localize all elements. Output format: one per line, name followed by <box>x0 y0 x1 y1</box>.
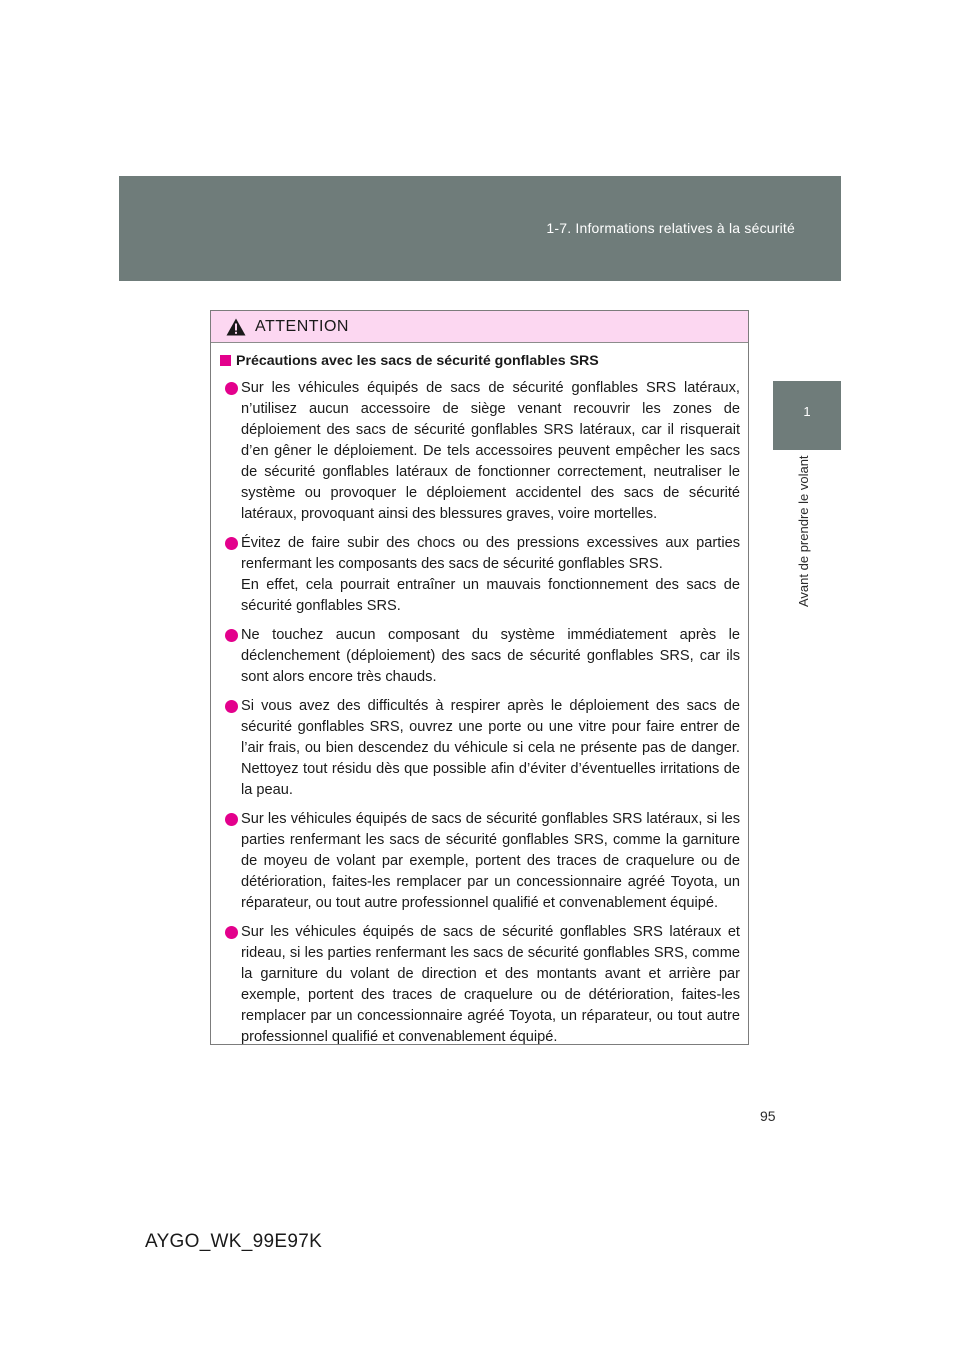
bullet-list <box>219 378 740 1048</box>
section-heading <box>220 351 740 372</box>
bullet-dot-icon <box>225 537 238 550</box>
chapter-number: 1 <box>803 404 811 419</box>
bullet-text: Sur les véhicules équipés de sacs de sécurité gonflables SRS latéraux, si les parties renfermant les sacs de sécurité gonflables SRS, comme la garniture de moyeu de volant par exemple, portent des traces de craquelure ou de détérioration, faites-les remplacer par un concessionnaire agréé Toyota, un réparateur, ou tout autre professionnel qualifié et convenablement équipé. <box>241 811 740 911</box>
bullet-text: En effet, cela pourrait entraîner un mauvais fonctionnement des sacs de sécurité gonflables SRS. <box>241 577 740 614</box>
bullet-item <box>219 809 740 914</box>
square-bullet-icon <box>220 355 231 366</box>
bullet-item <box>219 922 740 1048</box>
chapter-tab <box>773 381 841 450</box>
warning-body <box>211 343 748 1048</box>
bullet-item <box>219 533 740 617</box>
warning-title: ATTENTION <box>255 318 349 335</box>
warning-header <box>211 311 748 343</box>
header-band <box>119 176 841 281</box>
bullet-text: Sur les véhicules équipés de sacs de sécurité gonflables SRS latéraux et rideau, si les parties renfermant les sacs de sécurité gonflables SRS, comme la garniture du volant de direction et des montants avant et arrière par exemple, portent des traces de craquelure ou de détérioration, faites-les remplacer par un concessionnaire agréé Toyota, un réparateur, ou tout autre professionnel qualifié et convenablement équipé. <box>241 924 740 1045</box>
bullet-text: Évitez de faire subir des chocs ou des pressions excessives aux parties renfermant les composants des sacs de sécurité gonflables SRS. <box>241 535 740 572</box>
bullet-dot-icon <box>225 926 238 939</box>
bullet-text: Sur les véhicules équipés de sacs de sécurité gonflables SRS latéraux, n’utilisez aucun accessoire de siège venant recouvrir les zones de déploiement des sacs de sécurité gonflables SRS latéraux, car il risquerait d’en gêner le déploiement. De tels accessoires peuvent empêcher les sacs de sécurité gonflables latéraux de fonctionner correctement, neutraliser le système ou provoquer le déploiement accidentel des sacs de sécurité latéraux, provoquant ainsi des blessures graves, voire mortelles. <box>241 380 740 522</box>
bullet-text: Ne touchez aucun composant du système immédiatement après le déclenchement (déploiement) des sacs de sécurité gonflables SRS, car ils sont alors encore très chauds. <box>241 627 740 685</box>
bullet-item <box>219 625 740 688</box>
document-code: AYGO_WK_99E97K <box>145 1231 323 1252</box>
warning-box <box>210 310 749 1045</box>
bullet-item <box>219 378 740 525</box>
bullet-item <box>219 696 740 801</box>
page-number: 95 <box>760 1108 776 1124</box>
bullet-dot-icon <box>225 813 238 826</box>
bullet-dot-icon <box>225 382 238 395</box>
chapter-label-container <box>796 455 816 645</box>
bullet-text: Si vous avez des difficultés à respirer après le déploiement des sacs de sécurité gonflables SRS, ouvrez une porte ou une vitre pour faire entrer de l’air frais, ou bien descendez du véhicule si cela ne présente pas de danger. Nettoyez tout résidu dès que possible afin d’éviter d’éventuelles irritations de la peau. <box>241 698 740 798</box>
warning-triangle-icon <box>226 318 246 336</box>
bullet-dot-icon <box>225 629 238 642</box>
section-title: 1-7. Informations relatives à la sécurité <box>546 220 795 236</box>
chapter-label: Avant de prendre le volant <box>796 455 811 607</box>
bullet-dot-icon <box>225 700 238 713</box>
section-heading-text: Précautions avec les sacs de sécurité gonflables SRS <box>236 353 599 369</box>
